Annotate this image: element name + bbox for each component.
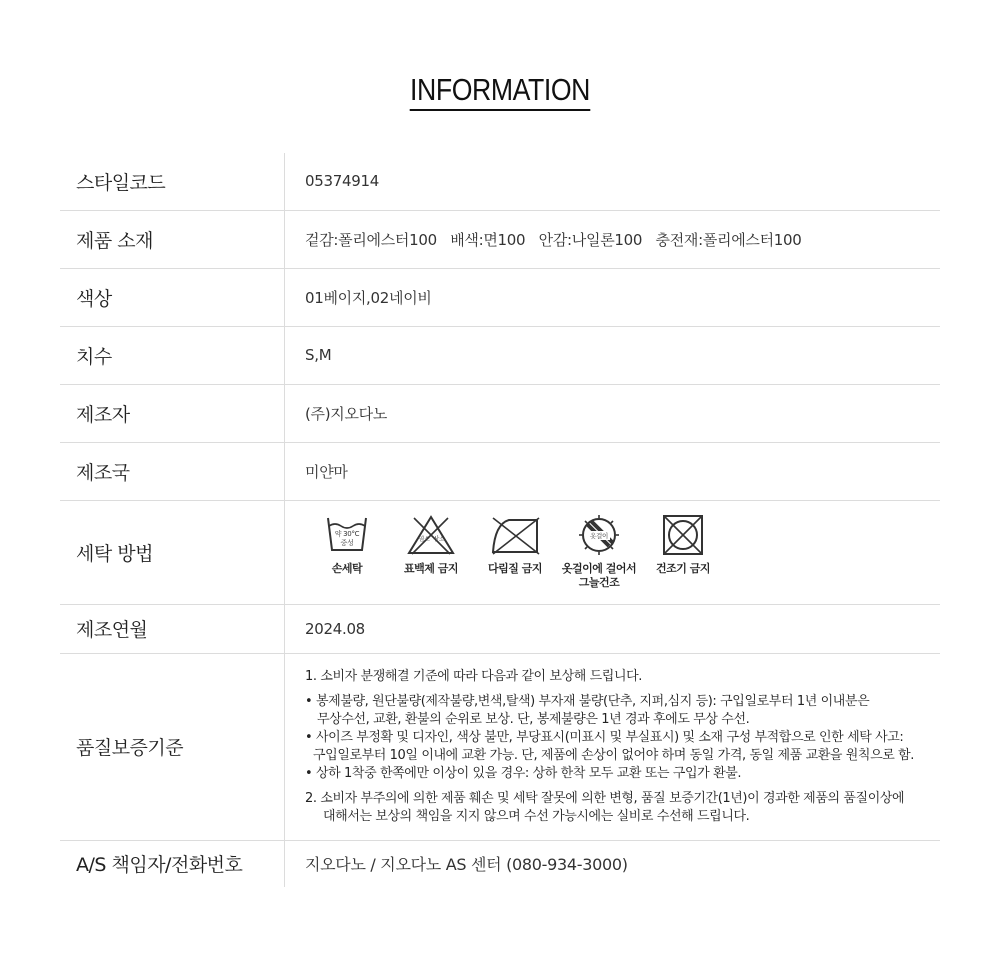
row-value	[285, 653, 941, 840]
hand-wash-detergent: 중성	[340, 539, 354, 547]
no-iron-icon	[489, 514, 541, 556]
row-style-code	[60, 153, 940, 210]
row-label: 제품 소재	[60, 210, 285, 268]
row-value: S,M	[285, 326, 941, 384]
row-size	[60, 326, 940, 384]
row-label: 제조국	[60, 442, 285, 500]
row-value: 05374914	[285, 153, 941, 210]
row-label: 색상	[60, 268, 285, 326]
row-color	[60, 268, 940, 326]
page-title: INFORMATION	[70, 72, 930, 108]
hand-wash-temp: 약 30°C	[334, 530, 360, 538]
care-label: 건조기 금지	[656, 562, 710, 575]
no-bleach-icon	[406, 514, 456, 556]
hand-wash-icon	[323, 514, 371, 556]
row-date	[60, 604, 940, 653]
row-value	[285, 500, 941, 604]
row-value: (주)지오다노	[285, 384, 941, 442]
row-label: 스타일코드	[60, 153, 285, 210]
no-bleach-chlorine: 염소	[418, 536, 430, 543]
warranty-line: 무상수선, 교환, 환불의 순위로 보상. 단, 봉제불량은 1년 경과 후에도 무상 수선.	[317, 711, 750, 727]
row-maker	[60, 384, 940, 442]
warranty-line: • 상하 1착중 한쪽에만 이상이 있을 경우: 상하 한착 모두 교환 또는 구입가 환불.	[305, 765, 742, 781]
row-material	[60, 210, 940, 268]
row-value: 미얀마	[285, 442, 941, 500]
row-label: 세탁 방법	[60, 500, 285, 604]
warranty-line: 2. 소비자 부주의에 의한 제품 훼손 및 세탁 잘못에 의한 변형, 품질 보증기간(1년)이 경과한 제품의 품질이상에	[305, 790, 905, 806]
care-item-no-dryer	[641, 514, 725, 576]
row-value: 겉감:폴리에스터100 배색:면100 안감:나일론100 충전재:폴리에스터100	[285, 210, 941, 268]
care-item-hand-wash	[305, 514, 389, 576]
warranty-line: • 사이즈 부정확 및 디자인, 색상 불만, 부당표시(미표시 및 부실표시) 및 소재 구성 부적합으로 인한 세탁 사고:	[305, 729, 904, 745]
care-item-hang-dry	[557, 514, 641, 590]
warranty-line: 구입일로부터 10일 이내에 교환 가능. 단, 제품에 손상이 없어야 하며 동일 가격, 동일 제품 교환을 원칙으로 함.	[313, 747, 915, 763]
warranty-line: 대해서는 보상의 책임을 지지 않으며 수선 가능시에는 실비로 수선해 드립니다.	[323, 808, 750, 824]
care-label: 옷걸이에 걸어서 그늘건조	[561, 562, 637, 589]
care-icons	[305, 514, 940, 590]
row-value: 2024.08	[285, 604, 941, 653]
row-warranty	[60, 653, 940, 840]
hang-dry-shade-icon	[575, 514, 623, 556]
no-tumble-dry-icon	[659, 514, 707, 556]
row-value: 지오다노 / 지오다노 AS 센터 (080-934-3000)	[305, 855, 628, 875]
row-washing	[60, 500, 940, 604]
row-label: A/S 책임자/전화번호	[60, 840, 285, 887]
row-label: 치수	[60, 326, 285, 384]
care-label: 표백제 금지	[404, 562, 458, 575]
hang-dry-hanger: 옷걸이	[590, 532, 608, 540]
row-as	[60, 840, 940, 887]
row-value: 01베이지,02네이비	[285, 268, 941, 326]
row-label: 제조자	[60, 384, 285, 442]
care-item-no-bleach	[389, 514, 473, 576]
row-country	[60, 442, 940, 500]
no-bleach-oxygen: 산소	[433, 536, 445, 543]
warranty-text	[305, 668, 940, 826]
care-label: 다림질 금지	[488, 562, 542, 575]
row-label: 제조연월	[60, 604, 285, 653]
warranty-line: • 봉제불량, 원단불량(제작불량,변색,탈색) 부자재 불량(단추, 지퍼,심지 등): 구입일로부터 1년 이내분은	[305, 693, 870, 709]
row-label: 품질보증기준	[60, 653, 285, 840]
info-table	[60, 153, 940, 887]
warranty-line: 1. 소비자 분쟁해결 기준에 따라 다음과 같이 보상해 드립니다.	[305, 668, 642, 684]
care-item-no-iron	[473, 514, 557, 576]
care-label: 손세탁	[331, 562, 363, 575]
